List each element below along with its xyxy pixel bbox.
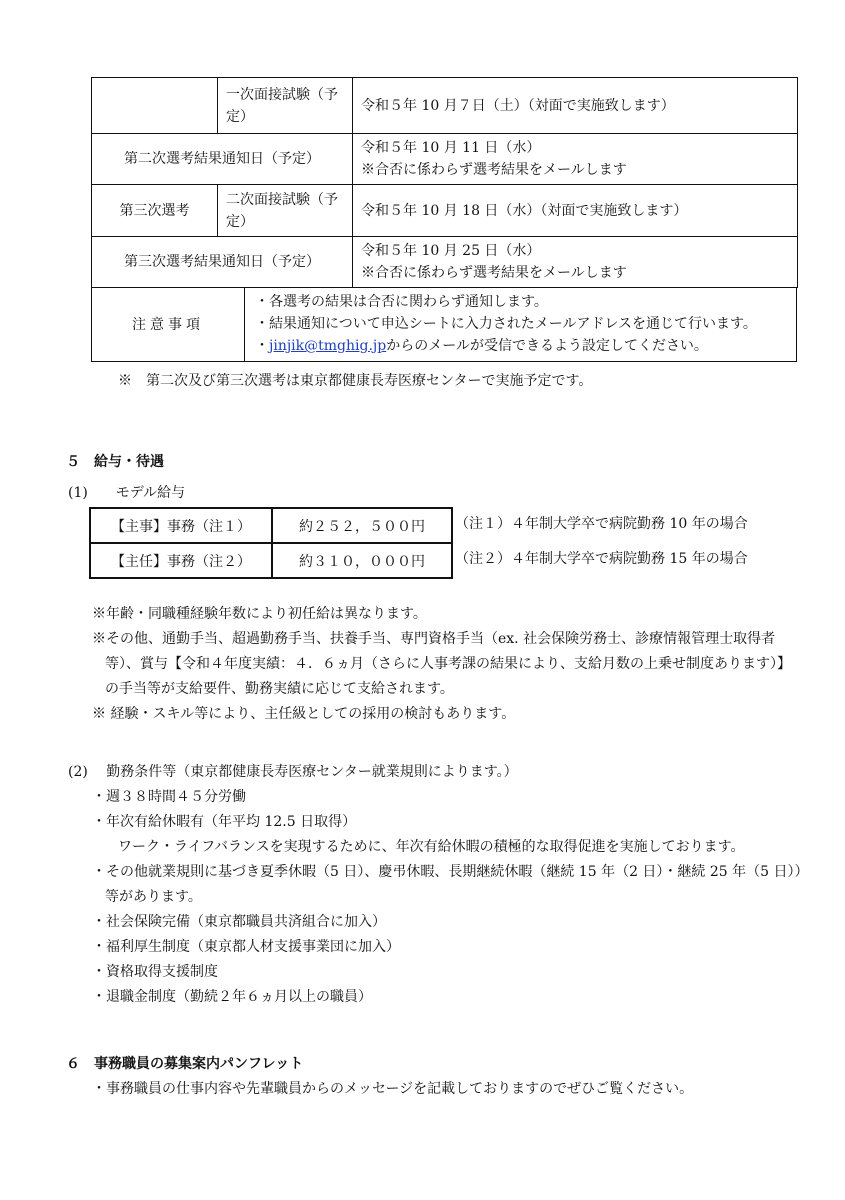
subsection-heading: (1) モデル給与 xyxy=(68,485,186,501)
table-row xyxy=(92,237,798,288)
email-link[interactable]: jinjik@tmghig.jp xyxy=(269,338,387,354)
salary-note: （注２）４年制大学卒で病院勤務 15 年の場合 xyxy=(455,551,748,567)
item-cell: 二次面接試験（予定） xyxy=(218,185,353,237)
remark-line: ※ 経験・スキル等により、主任級としての採用の検討もあります。 xyxy=(92,706,516,722)
section-heading: ５ 給与・待遇 xyxy=(66,454,164,470)
result-notice-label: 第三次選考結果通知日（予定） xyxy=(92,237,353,288)
salary-title: 【主任】事務（注２） xyxy=(90,543,272,578)
detail-cell: 令和５年 10 月７日（土）（対面で実施致します） xyxy=(353,78,798,134)
condition-line: ・資格取得支援制度 xyxy=(92,964,218,980)
note-line: ・結果通知について申込シートに入力されたメールアドレスを通じて行います。 xyxy=(255,316,757,332)
item-cell: 一次面接試験（予定） xyxy=(218,78,353,134)
detail-cell: 令和５年 10 月 18 日（水）（対面で実施致します） xyxy=(353,185,798,237)
notice-note: ※合否に係わらず選考結果をメールします xyxy=(361,162,627,178)
note-line xyxy=(255,335,757,357)
notice-note: ※合否に係わらず選考結果をメールします xyxy=(361,265,627,281)
notes-label: 注意事項 xyxy=(92,287,245,361)
remark-line: ※その他、通勤手当、超過勤務手当、扶養手当、専門資格手当（ex. 社会保険労務士、診療情報管理士取得者 xyxy=(92,631,776,647)
remark-line: 等）、賞与【令和４年度実績：４．６ヵ月（さらに人事考課の結果により、支給月数の上乗せ制度あります）】 xyxy=(105,656,791,672)
pamphlet-line: ・事務職員の仕事内容や先輩職員からのメッセージを記載しておりますのでぜひご覧ください。 xyxy=(92,1081,694,1097)
remark-line: の手当等が支給要件、勤務実績に応じて支給されます。 xyxy=(105,681,454,697)
condition-line: ワーク・ライフバランスを実現するために、年次有給休暇の積極的な取得促進を実施しております。 xyxy=(118,839,745,855)
result-notice-detail xyxy=(353,134,798,185)
table-footnote: ※ 第二次及び第三次選考は東京都健康長寿医療センターで実施予定です。 xyxy=(118,373,593,389)
table-row xyxy=(90,508,452,543)
note-suffix: からのメールが受信できるよう設定してください。 xyxy=(386,338,708,354)
notes-lines xyxy=(255,291,757,357)
table-row xyxy=(92,185,798,237)
condition-line: 等があります。 xyxy=(105,889,202,905)
salary-note: （注１）４年制大学卒で病院勤務 10 年の場合 xyxy=(455,516,748,532)
selection-schedule-table xyxy=(91,77,798,288)
salary-table xyxy=(89,507,453,579)
condition-line: ・年次有給休暇有（年平均 12.5 日取得） xyxy=(92,814,357,830)
notes-block xyxy=(91,287,797,362)
stage-cell: 第三次選考 xyxy=(92,185,218,237)
stage-cell xyxy=(92,78,218,134)
salary-amount: 約３１０，０００円 xyxy=(272,543,452,578)
salary-amount: 約２５２，５００円 xyxy=(272,508,452,543)
condition-line: ・福利厚生制度（東京都人材支援事業団に加入） xyxy=(92,939,400,955)
result-notice-label: 第二次選考結果通知日（予定） xyxy=(92,134,353,185)
salary-title: 【主事】事務（注１） xyxy=(90,508,272,543)
result-notice-detail xyxy=(353,237,798,288)
remark-line: ※年齢・同職種経験年数により初任給は異なります。 xyxy=(92,606,427,622)
note-prefix: ・ xyxy=(255,338,269,354)
condition-line: ・週３８時間４５分労働 xyxy=(92,789,246,805)
condition-line: ・退職金制度（勤続２年６ヵ月以上の職員） xyxy=(92,989,372,1005)
table-row xyxy=(92,134,798,185)
section-heading: ６ 事務職員の募集案内パンフレット xyxy=(66,1056,304,1072)
table-row xyxy=(90,543,452,578)
condition-line: ・その他就業規則に基づき夏季休暇（5 日）、慶弔休暇、長期継続休暇（継続 15 年（2 日）・継続 25 年（5 日）） xyxy=(92,864,809,880)
note-line: ・各選考の結果は合否に関わらず通知します。 xyxy=(255,294,548,310)
notice-date: 令和５年 10 月 11 日（水） xyxy=(361,140,541,156)
notice-date: 令和５年 10 月 25 日（水） xyxy=(361,243,541,259)
subsection-heading: (2) 勤務条件等（東京都健康長寿医療センター就業規則によります。） xyxy=(68,764,518,780)
table-row xyxy=(92,78,798,134)
condition-line: ・社会保険完備（東京都職員共済組合に加入） xyxy=(92,914,386,930)
